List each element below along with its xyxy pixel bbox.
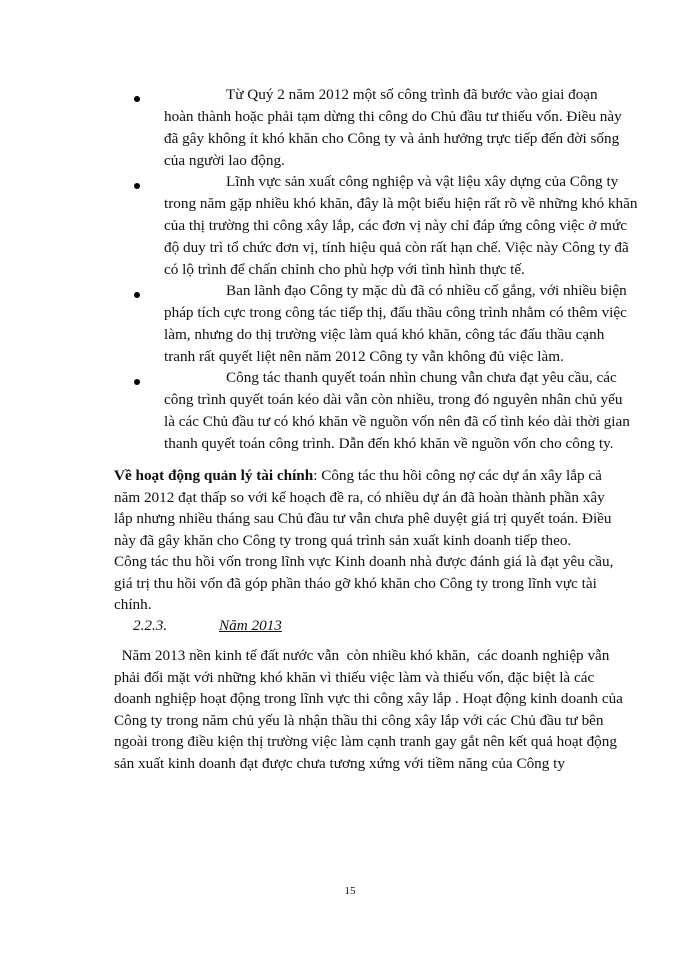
finance-heading: Về hoạt động quản lý tài chính [114, 467, 314, 484]
text-line: Công tác thanh quyết toán nhìn chung vẫn chưa đạt yêu cầu, các [226, 369, 617, 386]
bullet-icon [134, 183, 140, 189]
text-line: có lộ trình để chấn chỉnh cho phù hợp với tình hình thực tế. [164, 261, 525, 278]
text-line: giá trị thu hồi vốn đã góp phần tháo gỡ khó khăn cho Công ty trong lĩnh vực tài [114, 574, 597, 592]
text-line: của người lao động. [164, 152, 285, 169]
text-line: độ duy trì tổ chức đơn vị, tính hiệu quả còn rất hạn chế. Việc này Công ty đã [164, 239, 629, 256]
text-line: chính. [114, 596, 152, 613]
text-line: lắp nhưng nhiều tháng sau Chủ đầu tư vẫn chưa phê duyệt giá trị quyết toán. Điều [114, 510, 612, 527]
text-line: Ban lãnh đạo Công ty mặc dù đã có nhiều cố gắng, với nhiều biện [226, 282, 627, 299]
text-line: Từ Quý 2 năm 2012 một số công trình đã bước vào giai đoạn [226, 86, 598, 103]
text-line: Công tác thu hồi vốn trong lĩnh vực Kinh doanh nhà được đánh giá là đạt yêu cầu, [114, 553, 614, 570]
text-line: tranh rất quyết liệt nên năm 2012 Công ty vẫn không đủ việc làm. [164, 348, 564, 365]
bullet-icon [134, 292, 140, 298]
text-line: làm, nhưng do thị trường việc làm quá khó khăn, công tác đấu thầu cạnh [164, 326, 605, 343]
text-line: này đã gây khăn cho Công ty trong quá trình sản xuất kinh doanh tiếp theo. [114, 531, 572, 549]
bullet-icon [134, 379, 140, 385]
text-line: Năm 2013 nền kinh tế đất nước vẫn còn nhiều khó khăn, các doanh nghiệp vẫn [114, 647, 610, 664]
text-line: trong năm gặp nhiều khó khăn, đây là một biểu hiện rất rõ về những khó khăn [164, 195, 638, 212]
finance-first-line: : Công tác thu hồi công nợ các dự án xây lắp cả [313, 467, 602, 484]
text-line: Công ty trong năm chủ yếu là nhận thầu thi công xây lắp với các Chủ đầu tư bên [114, 711, 604, 729]
text-line: ngoài trong điều kiện thị trường việc làm cạnh tranh gay gắt nên kết quả hoạt động [114, 733, 617, 750]
text-line: hoàn thành hoặc phải tạm dừng thi công do Chủ đầu tư thiếu vốn. Điều này [164, 108, 622, 125]
text-line: sản xuất kinh doanh đạt được chưa tương xứng với tiềm năng của Công ty [114, 754, 565, 772]
year-2013-paragraph [114, 645, 623, 774]
text-line: đã gây không ít khó khăn cho Công ty và ảnh hưởng trực tiếp đến đời sống [164, 130, 620, 147]
section-title: Năm 2013 [219, 617, 282, 634]
section-number: 2.2.3. [133, 617, 168, 634]
text-line: là các Chủ đầu tư có khó khăn về nguồn vốn nên đã cố tình kéo dài thời gian [164, 413, 630, 430]
text-line: doanh nghiệp hoạt động trong lĩnh vực thi công xây lắp . Hoạt động kinh doanh của [114, 690, 623, 707]
text-line: năm 2012 đạt thấp so với kế hoạch đề ra, có nhiều dự án đã hoàn thành phần xây [114, 488, 605, 506]
text-line: của thị trường thi công xây lắp, các đơn vị này chỉ đáp ứng công việc ở mức [164, 217, 627, 234]
text-line [114, 465, 614, 487]
text-line: pháp tích cực trong công tác tiếp thị, đấu thầu công trình nhằm có thêm việc [164, 304, 627, 321]
bullet-icon [134, 96, 140, 102]
finance-paragraph [114, 465, 614, 616]
text-line: thanh quyết toán công trình. Dẫn đến khó khăn về nguồn vốn cho công ty. [164, 435, 614, 452]
text-line: Lĩnh vực sản xuất công nghiệp và vật liệu xây dựng của Công ty [226, 173, 619, 190]
text-line: công trình quyết toán kéo dài vẫn còn nhiều, trong đó nguyên nhân chủ yếu [164, 391, 623, 408]
text-line: phải đối mặt với những khó khăn vì thiếu việc làm và thiếu vốn, đặc biệt là các [114, 668, 595, 686]
page-number: 15 [344, 885, 356, 897]
